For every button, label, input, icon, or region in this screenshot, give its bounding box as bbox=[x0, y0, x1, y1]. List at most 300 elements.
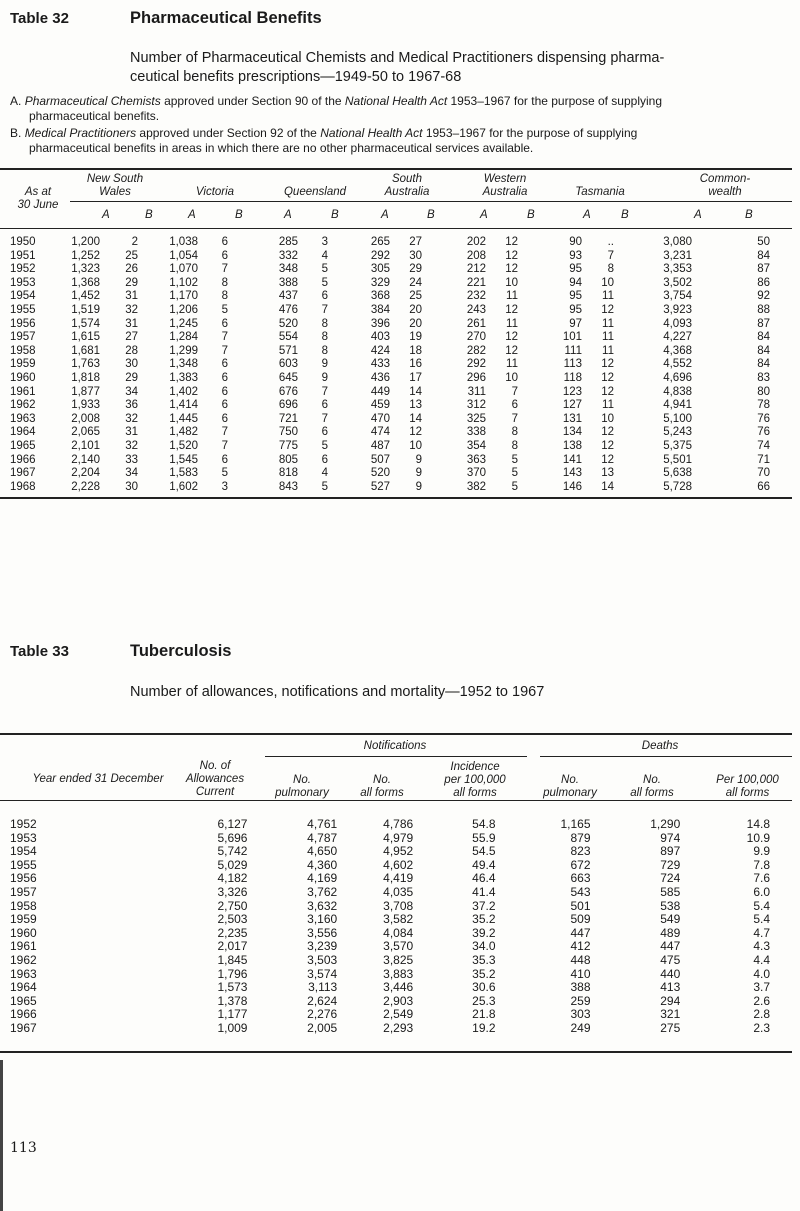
table-cell: 388 bbox=[278, 276, 298, 289]
table-cell: 32 bbox=[125, 439, 138, 452]
table-cell: 17 bbox=[409, 371, 422, 384]
table-cell: 9 bbox=[415, 467, 422, 480]
table-cell: 25 bbox=[409, 290, 422, 303]
table-cell: 370 bbox=[466, 467, 486, 480]
table-cell: 843 bbox=[278, 480, 298, 493]
table-cell: 30 bbox=[409, 249, 422, 262]
table-cell: 35.3 bbox=[472, 952, 496, 967]
table-cell: 6 bbox=[511, 399, 518, 412]
table-cell: 6 bbox=[221, 358, 228, 371]
table-cell: 134 bbox=[562, 426, 582, 439]
note-b-end: 1953–1967 for the purpose of supplying bbox=[422, 126, 638, 140]
table-cell: 2,065 bbox=[71, 426, 100, 439]
table-cell: 2,101 bbox=[71, 439, 100, 452]
table-cell: 208 bbox=[466, 249, 486, 262]
table-cell: 4,602 bbox=[383, 857, 414, 872]
table-cell: 31 bbox=[125, 290, 138, 303]
table-cell: 305 bbox=[370, 263, 390, 276]
table-cell: 818 bbox=[278, 467, 298, 480]
table33-bottom-rule bbox=[0, 1051, 792, 1053]
table-cell: 14 bbox=[409, 385, 422, 398]
header-tas: Tasmania bbox=[575, 186, 625, 198]
table-cell: 1,574 bbox=[71, 317, 100, 330]
row-year: 1954 bbox=[10, 844, 37, 859]
table-cell: 1,877 bbox=[71, 385, 100, 398]
row-year: 1962 bbox=[10, 399, 36, 412]
table-cell: 78 bbox=[757, 399, 770, 412]
table-cell: 12 bbox=[505, 303, 518, 316]
table-cell: 520 bbox=[278, 317, 298, 330]
table-cell: 1,245 bbox=[169, 317, 198, 330]
table-cell: 509 bbox=[570, 912, 591, 927]
table-cell: 3,883 bbox=[383, 966, 414, 981]
table-cell: 5,728 bbox=[663, 480, 692, 493]
table-cell: 13 bbox=[601, 467, 614, 480]
table-cell: 1,348 bbox=[169, 358, 198, 371]
table-cell: 3,825 bbox=[383, 952, 414, 967]
table-cell: 20 bbox=[409, 303, 422, 316]
table-cell: 32 bbox=[125, 412, 138, 425]
table-cell: 9 bbox=[415, 453, 422, 466]
table-cell: 10 bbox=[601, 412, 614, 425]
table-cell: 1,818 bbox=[71, 371, 100, 384]
table-cell: 3,582 bbox=[383, 912, 414, 927]
table-cell: 3,632 bbox=[307, 898, 338, 913]
table-cell: 501 bbox=[570, 898, 591, 913]
row-year: 1959 bbox=[10, 358, 36, 371]
table-row bbox=[10, 913, 770, 927]
table-cell: 84 bbox=[757, 358, 770, 371]
table-cell: 672 bbox=[570, 857, 591, 872]
table-cell: 83 bbox=[757, 371, 770, 384]
table-cell: 6 bbox=[321, 453, 328, 466]
table-row bbox=[10, 290, 770, 304]
deaths-divider bbox=[540, 756, 792, 757]
table-cell: 282 bbox=[466, 344, 486, 357]
table-cell: 1,452 bbox=[71, 290, 100, 303]
table-cell: 571 bbox=[278, 344, 298, 357]
table-cell: 897 bbox=[660, 844, 681, 859]
table-cell: 7 bbox=[511, 385, 518, 398]
table-cell: 5 bbox=[321, 439, 328, 452]
table-cell: 5,638 bbox=[663, 467, 692, 480]
table-cell: 321 bbox=[660, 1007, 681, 1022]
table-cell: 6 bbox=[221, 385, 228, 398]
table-cell: 3,570 bbox=[383, 939, 414, 954]
table-cell: 1,200 bbox=[71, 236, 100, 248]
table-cell: 2,624 bbox=[307, 993, 338, 1008]
table-cell: 974 bbox=[660, 830, 681, 845]
table-cell: 2,235 bbox=[217, 925, 248, 940]
table-cell: 2,750 bbox=[217, 898, 248, 913]
table-cell: 212 bbox=[466, 263, 486, 276]
table-cell: 27 bbox=[409, 236, 422, 248]
table-cell: 5,100 bbox=[663, 412, 692, 425]
table-cell: 36 bbox=[125, 399, 138, 412]
table-cell: 348 bbox=[278, 263, 298, 276]
qld-a: A bbox=[284, 209, 292, 221]
table-cell: 6.0 bbox=[753, 884, 770, 899]
table-cell: 19.2 bbox=[472, 1020, 496, 1035]
table-cell: 2,503 bbox=[217, 912, 248, 927]
table-cell: 7 bbox=[221, 344, 228, 357]
table-cell: 5 bbox=[321, 263, 328, 276]
note-b-line2: pharmaceutical benefits in areas in which there are no other pharmaceutical services available. bbox=[29, 141, 534, 155]
wa-b: B bbox=[527, 209, 535, 221]
table-cell: 6 bbox=[221, 236, 228, 248]
table-cell: 459 bbox=[370, 399, 390, 412]
table-cell: 6 bbox=[221, 249, 228, 262]
table-cell: 41.4 bbox=[472, 884, 496, 899]
table-cell: 312 bbox=[466, 399, 486, 412]
table-cell: 1,545 bbox=[169, 453, 198, 466]
table-cell: 88 bbox=[757, 303, 770, 316]
table32-body bbox=[10, 236, 770, 494]
table-cell: 2,008 bbox=[71, 412, 100, 425]
table-cell: 5 bbox=[511, 480, 518, 493]
table-cell: 879 bbox=[570, 830, 591, 845]
table-cell: 49.4 bbox=[472, 857, 496, 872]
table-cell: 696 bbox=[278, 399, 298, 412]
table-cell: 1,170 bbox=[169, 290, 198, 303]
table-cell: 3,160 bbox=[307, 912, 338, 927]
table-cell: 12 bbox=[601, 426, 614, 439]
table-cell: 489 bbox=[660, 925, 681, 940]
table-cell: 1,519 bbox=[71, 303, 100, 316]
table-row bbox=[10, 454, 770, 468]
table-cell: 4,952 bbox=[383, 844, 414, 859]
table33-header-rule bbox=[0, 800, 792, 801]
table-cell: 4,084 bbox=[383, 925, 414, 940]
table-cell: 8 bbox=[321, 344, 328, 357]
table-cell: 3.7 bbox=[753, 980, 770, 995]
table-cell: 87 bbox=[757, 263, 770, 276]
table-cell: 30 bbox=[125, 358, 138, 371]
table-cell: 118 bbox=[563, 371, 582, 384]
table-cell: 25.3 bbox=[472, 993, 496, 1008]
table-cell: 403 bbox=[370, 331, 390, 344]
table-cell: 9.9 bbox=[753, 844, 770, 859]
table-cell: 2,017 bbox=[217, 939, 248, 954]
table-cell: 1,290 bbox=[650, 817, 681, 831]
table-cell: 113 bbox=[563, 358, 582, 371]
table-cell: 7 bbox=[221, 426, 228, 439]
table-cell: 12 bbox=[601, 358, 614, 371]
row-year: 1956 bbox=[10, 317, 36, 330]
table-cell: 474 bbox=[370, 426, 390, 439]
table-cell: 2,204 bbox=[71, 467, 100, 480]
note-a-italic1: Pharmaceutical Chemists bbox=[24, 94, 161, 108]
nsw-a: A bbox=[102, 209, 110, 221]
table-cell: 202 bbox=[466, 236, 486, 248]
row-year: 1954 bbox=[10, 290, 36, 303]
table-cell: 1,070 bbox=[169, 263, 198, 276]
header-notifications: Notifications bbox=[363, 740, 427, 752]
table-cell: 26 bbox=[125, 263, 138, 276]
qld-b: B bbox=[331, 209, 339, 221]
table-cell: 4,787 bbox=[307, 830, 338, 845]
table-cell: 6,127 bbox=[217, 817, 248, 831]
note-b-prefix: B. bbox=[10, 126, 22, 140]
table32-note-b bbox=[10, 126, 790, 156]
tas-b: B bbox=[621, 209, 629, 221]
table-cell: 95 bbox=[569, 303, 582, 316]
table-cell: 7 bbox=[221, 331, 228, 344]
table-cell: 12 bbox=[601, 439, 614, 452]
row-year: 1953 bbox=[10, 830, 37, 845]
table-row bbox=[10, 832, 770, 846]
table-cell: 8 bbox=[221, 276, 228, 289]
table-cell: 1,378 bbox=[217, 993, 248, 1008]
row-year: 1950 bbox=[10, 236, 36, 248]
table-cell: 3,923 bbox=[663, 303, 692, 316]
table-cell: 3,231 bbox=[663, 249, 692, 262]
table-cell: 8 bbox=[321, 331, 328, 344]
table-cell: 292 bbox=[466, 358, 486, 371]
row-year: 1965 bbox=[10, 993, 37, 1008]
row-year: 1968 bbox=[10, 480, 36, 493]
table-cell: 35.2 bbox=[472, 966, 496, 981]
row-year: 1962 bbox=[10, 952, 37, 967]
table-row bbox=[10, 995, 770, 1009]
table-cell: 33 bbox=[125, 453, 138, 466]
table-cell: 270 bbox=[466, 331, 486, 344]
table-cell: 84 bbox=[757, 331, 770, 344]
table-cell: 4,169 bbox=[307, 871, 338, 886]
table-cell: 13 bbox=[409, 399, 422, 412]
table-cell: 275 bbox=[660, 1020, 681, 1035]
table-cell: 3,113 bbox=[308, 980, 338, 995]
table-row bbox=[10, 818, 770, 832]
table-cell: 285 bbox=[278, 236, 298, 248]
table-cell: 16 bbox=[409, 358, 422, 371]
table-cell: 332 bbox=[278, 249, 298, 262]
table-cell: 1,520 bbox=[169, 439, 198, 452]
table-cell: 3 bbox=[221, 480, 228, 493]
header-notif-all: No. all forms bbox=[360, 774, 404, 799]
table-cell: 9 bbox=[415, 480, 422, 493]
table-cell: 30.6 bbox=[472, 980, 496, 995]
table-cell: 7 bbox=[321, 385, 328, 398]
row-year: 1965 bbox=[10, 439, 36, 452]
table-cell: 487 bbox=[370, 439, 390, 452]
table-cell: 66 bbox=[757, 480, 770, 493]
header-death-all: No. all forms bbox=[630, 774, 674, 799]
table-cell: 3,326 bbox=[217, 884, 248, 899]
table-cell: 138 bbox=[562, 439, 582, 452]
table-cell: 4,035 bbox=[383, 884, 414, 899]
table-cell: 131 bbox=[562, 412, 582, 425]
table-cell: 29 bbox=[125, 276, 138, 289]
table-cell: 29 bbox=[125, 371, 138, 384]
table-cell: 543 bbox=[570, 884, 591, 899]
row-year: 1958 bbox=[10, 898, 37, 913]
table-cell: 84 bbox=[757, 249, 770, 262]
table-row bbox=[10, 886, 770, 900]
table-row bbox=[10, 345, 770, 359]
table33-title: Tuberculosis bbox=[130, 642, 232, 660]
table-cell: 6 bbox=[321, 399, 328, 412]
table-cell: 1,252 bbox=[71, 249, 100, 262]
table-cell: 449 bbox=[370, 385, 390, 398]
row-year: 1961 bbox=[10, 385, 36, 398]
table-cell: 1,165 bbox=[560, 817, 591, 831]
table-cell: 554 bbox=[278, 331, 298, 344]
header-death-pulmonary: No. pulmonary bbox=[543, 774, 597, 799]
table-cell: 12 bbox=[601, 453, 614, 466]
table33-subtitle: Number of allowances, notifications and mortality—1952 to 1967 bbox=[130, 684, 545, 700]
table32-title: Pharmaceutical Benefits bbox=[130, 9, 322, 27]
table-cell: 5 bbox=[221, 303, 228, 316]
table-cell: 3,353 bbox=[663, 263, 692, 276]
table-row bbox=[10, 372, 770, 386]
table-cell: 97 bbox=[569, 317, 582, 330]
table-cell: 249 bbox=[570, 1020, 591, 1035]
table-cell: 448 bbox=[570, 952, 591, 967]
table-row bbox=[10, 250, 770, 264]
table-cell: 12 bbox=[505, 344, 518, 357]
table-cell: 14.8 bbox=[746, 817, 770, 831]
table-row bbox=[10, 954, 770, 968]
table-cell: 9 bbox=[321, 358, 328, 371]
table-cell: 1,009 bbox=[217, 1020, 248, 1035]
table-cell: 92 bbox=[757, 290, 770, 303]
table-cell: 805 bbox=[278, 453, 298, 466]
table-cell: 388 bbox=[570, 980, 591, 995]
table-cell: 1,299 bbox=[169, 344, 198, 357]
table-cell: 2,293 bbox=[383, 1020, 414, 1035]
table-cell: 354 bbox=[466, 439, 486, 452]
table32-subtitle bbox=[130, 49, 790, 87]
table-cell: 520 bbox=[370, 467, 390, 480]
page-number: 113 bbox=[10, 1140, 37, 1156]
table-cell: 265 bbox=[370, 236, 390, 248]
row-year: 1959 bbox=[10, 912, 37, 927]
table-cell: 8 bbox=[221, 290, 228, 303]
table-cell: 1,845 bbox=[217, 952, 248, 967]
table-cell: 1,615 bbox=[71, 331, 100, 344]
table-cell: 3,503 bbox=[307, 952, 338, 967]
table-cell: 70 bbox=[757, 467, 770, 480]
table-cell: 11 bbox=[506, 317, 518, 330]
table-cell: 6 bbox=[221, 399, 228, 412]
table-cell: 10 bbox=[505, 276, 518, 289]
table-cell: 7.8 bbox=[753, 857, 770, 872]
table-cell: 7 bbox=[221, 263, 228, 276]
table-cell: 6 bbox=[221, 453, 228, 466]
table-cell: 296 bbox=[466, 371, 486, 384]
header-incidence: Incidence per 100,000 all forms bbox=[444, 761, 506, 799]
table-cell: 433 bbox=[370, 358, 390, 371]
table-cell: .. bbox=[607, 236, 614, 248]
table-cell: 4,696 bbox=[663, 371, 692, 384]
table-row bbox=[10, 318, 770, 332]
row-year: 1956 bbox=[10, 871, 37, 886]
table-cell: 8 bbox=[511, 426, 518, 439]
table-cell: 549 bbox=[660, 912, 681, 927]
table-cell: 8 bbox=[607, 263, 614, 276]
table-cell: 538 bbox=[660, 898, 681, 913]
table-cell: 9 bbox=[321, 371, 328, 384]
table-cell: 11 bbox=[602, 290, 614, 303]
table-cell: 31 bbox=[125, 317, 138, 330]
table-cell: 123 bbox=[562, 385, 582, 398]
table-cell: 46.4 bbox=[472, 871, 496, 886]
table-cell: 35.2 bbox=[472, 912, 496, 927]
table-cell: 54.8 bbox=[472, 817, 496, 831]
table-cell: 368 bbox=[370, 290, 390, 303]
table-cell: 4 bbox=[321, 467, 328, 480]
table-cell: 437 bbox=[278, 290, 298, 303]
table-cell: 95 bbox=[569, 290, 582, 303]
table-row bbox=[10, 304, 770, 318]
table-cell: 31 bbox=[125, 426, 138, 439]
table-cell: 76 bbox=[757, 426, 770, 439]
note-b-mid: approved under Section 92 of the bbox=[136, 126, 321, 140]
header-deaths: Deaths bbox=[641, 740, 679, 752]
table-cell: 325 bbox=[466, 412, 486, 425]
header-vic: Victoria bbox=[195, 186, 235, 198]
table-cell: 5 bbox=[221, 467, 228, 480]
table-cell: 476 bbox=[278, 303, 298, 316]
row-year: 1958 bbox=[10, 344, 36, 357]
table-cell: 5,696 bbox=[217, 830, 248, 845]
table-row bbox=[10, 968, 770, 982]
table-cell: 1,414 bbox=[169, 399, 198, 412]
table-cell: 1,933 bbox=[71, 399, 100, 412]
table-cell: 447 bbox=[570, 925, 591, 940]
table-cell: 2,903 bbox=[383, 993, 414, 1008]
table-cell: 76 bbox=[757, 412, 770, 425]
table-cell: 2,228 bbox=[71, 480, 100, 493]
table-row bbox=[10, 1008, 770, 1022]
table-cell: 94 bbox=[569, 276, 582, 289]
table-cell: 729 bbox=[660, 857, 681, 872]
table-cell: 111 bbox=[564, 344, 582, 357]
table-cell: 5 bbox=[511, 467, 518, 480]
table-cell: 1,602 bbox=[169, 480, 198, 493]
table-cell: 4,368 bbox=[663, 344, 692, 357]
table-cell: 4,838 bbox=[663, 385, 692, 398]
table-cell: 5 bbox=[511, 453, 518, 466]
table-row bbox=[10, 331, 770, 345]
table-cell: 27 bbox=[125, 331, 138, 344]
note-a-line2: pharmaceutical benefits. bbox=[29, 109, 160, 123]
header-allowances: No. of Allowances Current bbox=[185, 760, 245, 798]
vic-b: B bbox=[235, 209, 243, 221]
table32-ab-header-row bbox=[0, 209, 800, 223]
table-cell: 4,227 bbox=[663, 331, 692, 344]
table-cell: 1,383 bbox=[169, 371, 198, 384]
table-cell: 5.4 bbox=[753, 912, 770, 927]
table-cell: 585 bbox=[660, 884, 681, 899]
table-cell: 384 bbox=[370, 303, 390, 316]
table-cell: 1,681 bbox=[71, 344, 100, 357]
table-cell: 11 bbox=[602, 344, 614, 357]
table-cell: 93 bbox=[569, 249, 582, 262]
table-cell: 25 bbox=[125, 249, 138, 262]
table32-subtitle-line2: ceutical benefits prescriptions—1949-50 to 1967-68 bbox=[130, 69, 462, 85]
table-cell: 5 bbox=[321, 480, 328, 493]
table-cell: 4.7 bbox=[753, 925, 770, 940]
table-cell: 24 bbox=[409, 276, 422, 289]
table-cell: 338 bbox=[466, 426, 486, 439]
note-a-mid: approved under Section 90 of the bbox=[160, 94, 345, 108]
table-cell: 7 bbox=[321, 412, 328, 425]
table-cell: 475 bbox=[660, 952, 681, 967]
table-cell: 11 bbox=[602, 317, 614, 330]
table-cell: 1,573 bbox=[217, 980, 248, 995]
